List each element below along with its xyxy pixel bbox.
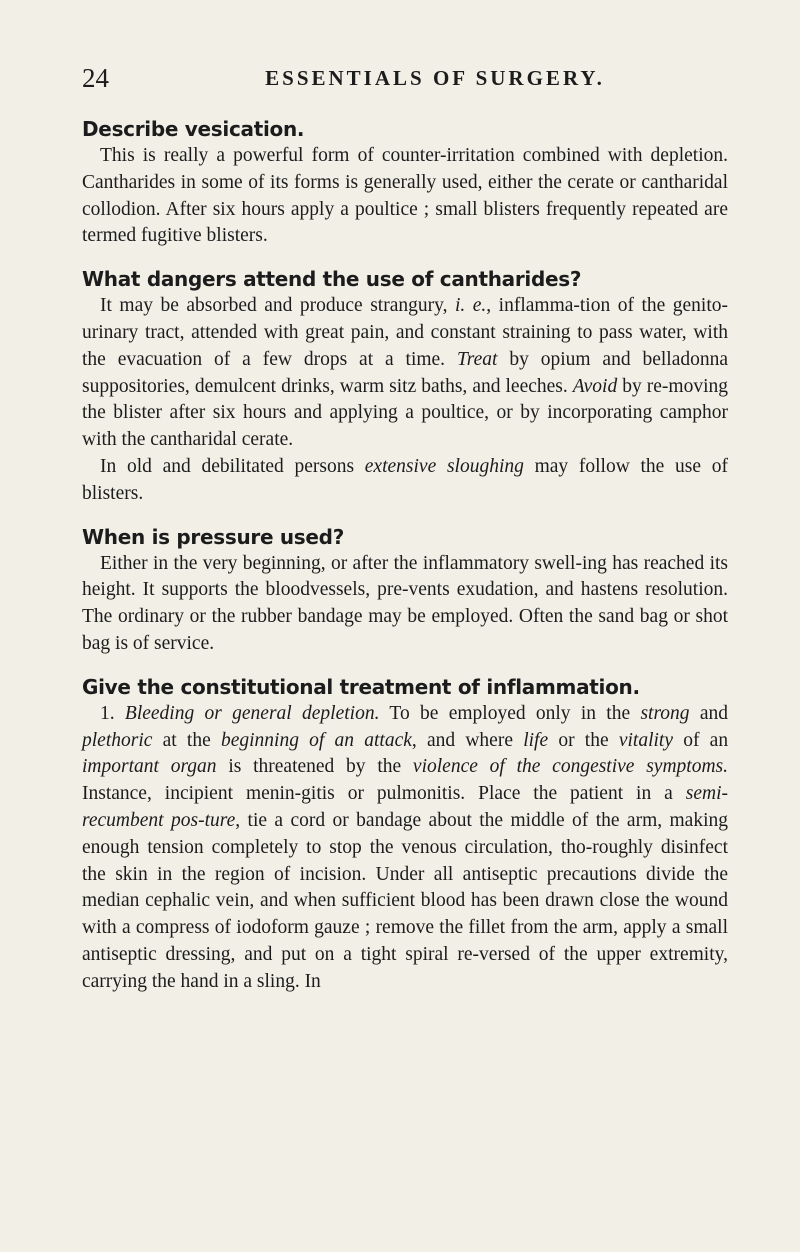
answer-text: and [699,702,729,724]
answer-text: is threatened by the [228,756,402,778]
answer-text: by opium and belladonna suppositories, demulcent drinks, warm sitz baths, and leeches. [82,348,729,397]
answer-paragraph [82,454,728,508]
avoid-label: Avoid [572,375,618,397]
answer-text: at the [162,729,211,751]
answer-emphasis: important organ [82,756,217,778]
answer-emphasis: semi-recumbent pos-ture [82,783,728,831]
question-heading: When is pressure used? [82,524,344,549]
answer-text: may follow the use of blisters. [82,455,729,504]
answer-paragraph: Either in the very beginning, or after the inflammatory swell-ing has reached its height. It supports the bloodvessels, pre-vents exudation, and hastens resolution. The ordinary or the rubber bandage may be employed. Often the sand bag or shot bag is of service. [82,552,728,654]
answer-emphasis: plethoric [82,729,153,751]
running-title: ESSENTIALS OF SURGERY. [265,66,605,90]
answer-paragraph: This is really a powerful form of counter-irritation combined with depletion. Cantharides in some of its forms is generally used, either the cerate or cantharidal collodion. After six hours apply a poultice ; small blisters frequently repeated are termed fugitive blisters. [82,145,728,247]
answer-text: In old and debilitated persons [100,455,355,477]
answer-paragraph [82,293,728,454]
question-heading: What dangers attend the use of cantharides? [82,267,582,292]
answer-text: It may be absorbed and produce strangury, [100,295,448,317]
answer-emphasis: extensive sloughing [364,455,524,477]
answer-text: of an [683,729,729,751]
running-head [82,62,728,94]
answer-text: or the [558,729,609,751]
answer-emphasis: life [523,729,549,751]
answer-emphasis: violence of the congestive symptoms. [412,756,729,778]
section-pressure [82,524,728,658]
answer-text: , tie a cord or bandage about the middle of the arm, making enough tension completely to stop the venous circulation, tho-roughly disinfect the skin in the region of incision. Under all antiseptic precautions divide the median cephalic vein, and when sufficient blood has been drawn close the wound with a compress of iodoform gauze ; remove the fillet from the arm, apply a small antiseptic dressing, and put on a tight spiral re-versed of the upper extremity, carrying the hand in a sling. In [82,809,728,992]
question-heading: Describe vesication. [82,117,305,141]
answer-emphasis: strong [640,702,690,724]
answer-paragraph [82,701,728,996]
answer-text: by re-moving the blister after six hours and applying a poultice, or by incorporating camphor with the cantharidal cerate. [82,375,729,451]
answer-text: To be employed only in the [389,702,631,724]
answer-emphasis: vitality [618,729,673,751]
question-heading: Give the constitutional treatment of inflammation. [82,674,640,699]
book-page [82,62,728,996]
list-number: 1. [100,702,115,724]
answer-text: Instance, incipient menin-gitis or pulmonitis. Place the patient in a [82,783,673,805]
section-cantharides-dangers [82,266,728,507]
answer-emphasis: i. e. [454,295,487,317]
treat-label: Treat [456,348,498,370]
answer-emphasis: Bleeding or general depletion. [124,702,380,724]
page-number: 24 [82,63,109,93]
answer-text: , and where [411,729,513,751]
section-constitutional-treatment [82,674,728,996]
section-vesication [82,116,728,250]
answer-text: , inflamma-tion of the genito-urinary tract, attended with great pain, and constant straining to pass water, with the evacuation of a few drops at a time. [82,295,729,370]
answer-emphasis: beginning of an attack [220,729,412,751]
